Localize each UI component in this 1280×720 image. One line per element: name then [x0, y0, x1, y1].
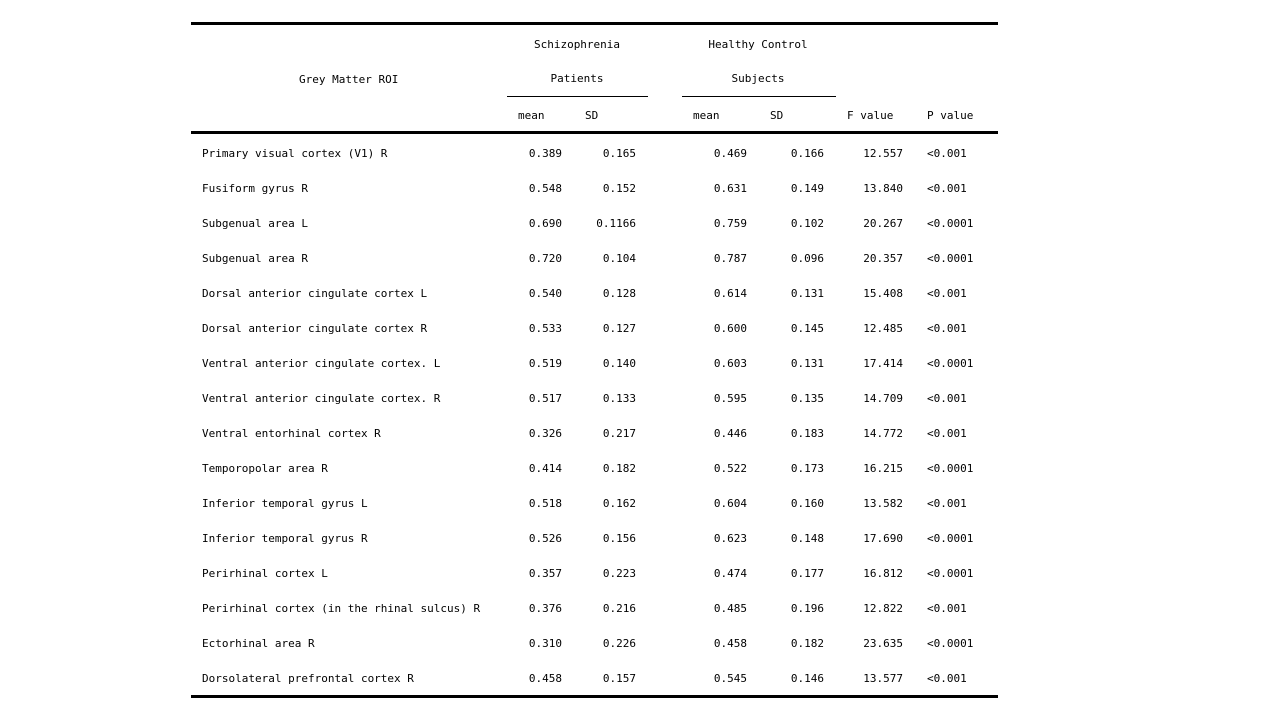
cell-hc-sd: 0.131: [790, 287, 824, 300]
cell-sz-sd: 0.217: [602, 427, 636, 440]
grey-matter-roi-table: [191, 22, 998, 699]
cell-f-value: 20.267: [863, 217, 903, 230]
cell-p-value: <0.0001: [927, 357, 974, 370]
cell-hc-mean: 0.485: [713, 602, 747, 615]
table-row: [191, 136, 998, 171]
cell-sz-sd: 0.127: [602, 322, 636, 335]
cell-f-value: 13.577: [863, 672, 903, 685]
table-bottom-rule: [191, 695, 998, 698]
cell-hc-mean: 0.469: [713, 147, 747, 160]
cell-sz-sd: 0.226: [602, 637, 636, 650]
cell-roi: Primary visual cortex (V1) R: [202, 147, 388, 160]
header-roi-label: Grey Matter ROI: [299, 73, 399, 86]
cell-p-value: <0.001: [927, 672, 967, 685]
table-row: [191, 556, 998, 591]
cell-sz-mean: 0.376: [528, 602, 562, 615]
group1-underline: [507, 96, 648, 97]
cell-sz-sd: 0.216: [602, 602, 636, 615]
table-row: [191, 171, 998, 206]
cell-sz-sd: 0.140: [602, 357, 636, 370]
header-sz-mean: mean: [518, 109, 545, 122]
cell-p-value: <0.0001: [927, 637, 974, 650]
cell-roi: Dorsal anterior cingulate cortex L: [202, 287, 428, 300]
header-p-value: P value: [927, 109, 974, 122]
cell-f-value: 17.414: [863, 357, 903, 370]
cell-hc-sd: 0.131: [790, 357, 824, 370]
cell-hc-sd: 0.173: [790, 462, 824, 475]
cell-sz-mean: 0.357: [528, 567, 562, 580]
cell-sz-mean: 0.458: [528, 672, 562, 685]
group2-underline: [682, 96, 836, 97]
cell-p-value: <0.0001: [927, 567, 974, 580]
cell-hc-sd: 0.096: [790, 252, 824, 265]
cell-p-value: <0.001: [927, 182, 967, 195]
cell-hc-mean: 0.446: [713, 427, 747, 440]
cell-f-value: 23.635: [863, 637, 903, 650]
cell-hc-sd: 0.102: [790, 217, 824, 230]
cell-f-value: 12.822: [863, 602, 903, 615]
cell-f-value: 13.582: [863, 497, 903, 510]
header-group1-line1: Schizophrenia: [533, 38, 621, 51]
cell-hc-sd: 0.146: [790, 672, 824, 685]
cell-f-value: 12.557: [863, 147, 903, 160]
table-row: [191, 276, 998, 311]
table-row: [191, 451, 998, 486]
cell-f-value: 14.709: [863, 392, 903, 405]
cell-roi: Ventral anterior cingulate cortex. R: [202, 392, 441, 405]
cell-hc-mean: 0.522: [713, 462, 747, 475]
cell-hc-sd: 0.160: [790, 497, 824, 510]
cell-sz-mean: 0.414: [528, 462, 562, 475]
cell-hc-sd: 0.166: [790, 147, 824, 160]
cell-sz-mean: 0.517: [528, 392, 562, 405]
cell-f-value: 20.357: [863, 252, 903, 265]
cell-hc-sd: 0.196: [790, 602, 824, 615]
header-sz-sd: SD: [585, 109, 599, 122]
header-hc-mean: mean: [693, 109, 720, 122]
cell-hc-mean: 0.623: [713, 532, 747, 545]
cell-p-value: <0.001: [927, 147, 967, 160]
cell-roi: Perirhinal cortex (in the rhinal sulcus) R: [202, 602, 481, 615]
cell-p-value: <0.001: [927, 497, 967, 510]
cell-roi: Fusiform gyrus R: [202, 182, 308, 195]
cell-hc-sd: 0.182: [790, 637, 824, 650]
cell-p-value: <0.001: [927, 287, 967, 300]
table-row: [191, 241, 998, 276]
cell-sz-mean: 0.310: [528, 637, 562, 650]
cell-sz-mean: 0.540: [528, 287, 562, 300]
cell-hc-mean: 0.545: [713, 672, 747, 685]
table-row: [191, 346, 998, 381]
cell-hc-sd: 0.145: [790, 322, 824, 335]
header-group1-line2: Patients: [550, 72, 604, 85]
cell-sz-sd: 0.1166: [596, 217, 636, 230]
cell-roi: Perirhinal cortex L: [202, 567, 328, 580]
cell-roi: Temporopolar area R: [202, 462, 328, 475]
cell-sz-sd: 0.157: [602, 672, 636, 685]
cell-hc-sd: 0.183: [790, 427, 824, 440]
cell-sz-mean: 0.526: [528, 532, 562, 545]
cell-sz-mean: 0.389: [528, 147, 562, 160]
cell-roi: Ventral entorhinal cortex R: [202, 427, 381, 440]
header-group2-line2: Subjects: [731, 72, 785, 85]
cell-f-value: 17.690: [863, 532, 903, 545]
cell-sz-sd: 0.128: [602, 287, 636, 300]
cell-sz-mean: 0.519: [528, 357, 562, 370]
cell-sz-sd: 0.133: [602, 392, 636, 405]
cell-sz-sd: 0.104: [602, 252, 636, 265]
table-top-rule: [191, 22, 998, 25]
header-group2-line1: Healthy Control: [708, 38, 808, 51]
cell-f-value: 15.408: [863, 287, 903, 300]
cell-sz-mean: 0.518: [528, 497, 562, 510]
cell-hc-sd: 0.177: [790, 567, 824, 580]
cell-f-value: 13.840: [863, 182, 903, 195]
table-row: [191, 626, 998, 661]
header-hc-sd: SD: [770, 109, 784, 122]
cell-sz-mean: 0.720: [528, 252, 562, 265]
cell-roi: Dorsal anterior cingulate cortex R: [202, 322, 428, 335]
cell-roi: Inferior temporal gyrus R: [202, 532, 368, 545]
cell-p-value: <0.0001: [927, 532, 974, 545]
cell-sz-sd: 0.223: [602, 567, 636, 580]
cell-sz-sd: 0.182: [602, 462, 636, 475]
cell-sz-sd: 0.152: [602, 182, 636, 195]
cell-p-value: <0.001: [927, 392, 967, 405]
cell-hc-mean: 0.604: [713, 497, 747, 510]
cell-hc-sd: 0.149: [790, 182, 824, 195]
cell-roi: Subgenual area R: [202, 252, 308, 265]
cell-p-value: <0.001: [927, 427, 967, 440]
cell-sz-sd: 0.162: [602, 497, 636, 510]
cell-p-value: <0.001: [927, 322, 967, 335]
cell-roi: Subgenual area L: [202, 217, 308, 230]
cell-roi: Dorsolateral prefrontal cortex R: [202, 672, 414, 685]
cell-hc-sd: 0.148: [790, 532, 824, 545]
table-row: [191, 416, 998, 451]
header-f-value: F value: [847, 109, 894, 122]
table-row: [191, 591, 998, 626]
cell-p-value: <0.0001: [927, 252, 974, 265]
table-header-rule: [191, 131, 998, 134]
cell-f-value: 14.772: [863, 427, 903, 440]
cell-sz-mean: 0.690: [528, 217, 562, 230]
cell-sz-mean: 0.533: [528, 322, 562, 335]
cell-roi: Inferior temporal gyrus L: [202, 497, 368, 510]
cell-p-value: <0.001: [927, 602, 967, 615]
table-row: [191, 661, 998, 696]
cell-hc-mean: 0.458: [713, 637, 747, 650]
cell-sz-mean: 0.548: [528, 182, 562, 195]
table-row: [191, 206, 998, 241]
cell-p-value: <0.0001: [927, 462, 974, 475]
cell-sz-sd: 0.165: [602, 147, 636, 160]
cell-f-value: 12.485: [863, 322, 903, 335]
cell-roi: Ectorhinal area R: [202, 637, 315, 650]
cell-f-value: 16.215: [863, 462, 903, 475]
table-row: [191, 311, 998, 346]
table-row: [191, 521, 998, 556]
cell-hc-mean: 0.759: [713, 217, 747, 230]
table-row: [191, 381, 998, 416]
cell-hc-mean: 0.614: [713, 287, 747, 300]
cell-hc-mean: 0.595: [713, 392, 747, 405]
cell-hc-mean: 0.474: [713, 567, 747, 580]
cell-hc-mean: 0.631: [713, 182, 747, 195]
cell-hc-mean: 0.787: [713, 252, 747, 265]
cell-hc-sd: 0.135: [790, 392, 824, 405]
cell-p-value: <0.0001: [927, 217, 974, 230]
cell-hc-mean: 0.603: [713, 357, 747, 370]
cell-sz-sd: 0.156: [602, 532, 636, 545]
cell-f-value: 16.812: [863, 567, 903, 580]
cell-roi: Ventral anterior cingulate cortex. L: [202, 357, 441, 370]
cell-sz-mean: 0.326: [528, 427, 562, 440]
cell-hc-mean: 0.600: [713, 322, 747, 335]
table-row: [191, 486, 998, 521]
